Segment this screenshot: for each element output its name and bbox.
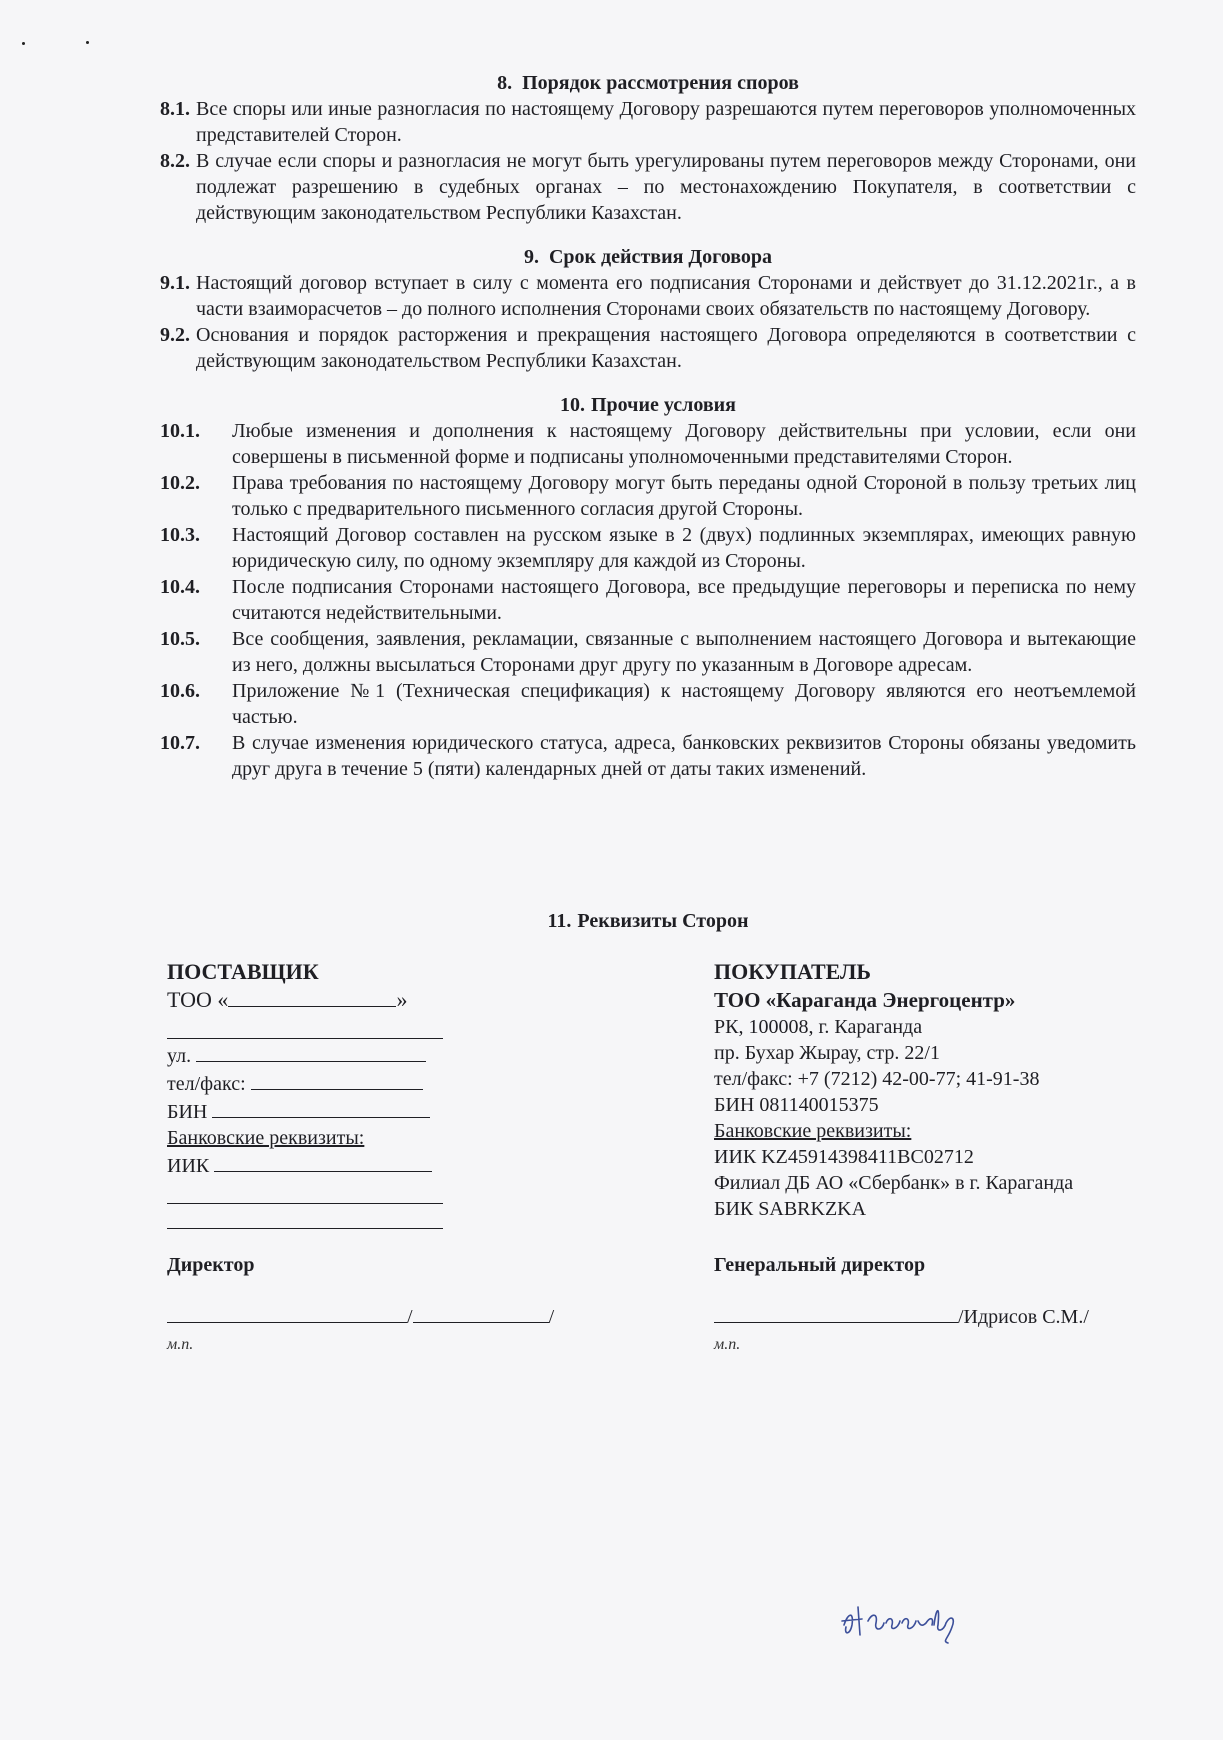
clause-10-2 [160, 470, 1136, 522]
section-10-title: 10. Прочие условия [560, 394, 736, 416]
clause-10-6 [160, 678, 1136, 730]
scan-speck [22, 42, 25, 45]
supplier-phone-field[interactable] [251, 1069, 423, 1090]
clause-number: 10.3. [160, 524, 200, 546]
supplier-phone: тел/факс: [167, 1069, 457, 1097]
supplier-bin: БИН [167, 1097, 457, 1125]
buyer-requisites [714, 958, 1154, 1222]
clause-text: Настоящий договор вступает в силу с момента его подписания Сторонами и действует до 31.12.2021г., а в части взаиморасчетов – до полного исполнения Сторонами своих обязательств по настоящему Договору. [196, 272, 1136, 320]
contract-body [160, 70, 1136, 932]
clause-number: 10.1. [160, 420, 200, 442]
clause-text: Основания и порядок расторжения и прекращения настоящего Договора определяются в соответствии с действующим законодательством Республики Казахстан. [196, 324, 1136, 372]
supplier-name-field[interactable] [413, 1302, 549, 1323]
buyer-signature-field[interactable] [714, 1302, 958, 1323]
clause-text: Все споры или иные разногласия по настоящему Договору разрешаются путем переговоров уполномоченных представителей Сторон. [196, 98, 1136, 146]
handwritten-signature [838, 1595, 968, 1645]
buyer-address-line-2: пр. Бухар Жырау, стр. 22/1 [714, 1042, 940, 1064]
supplier-company-field[interactable] [228, 986, 396, 1007]
clause-number: 10.4. [160, 576, 200, 598]
buyer-bank-label: Банковские реквизиты: [714, 1120, 912, 1142]
section-9-title: 9. Срок действия Договора [523, 246, 773, 268]
supplier-iik: ИИК [167, 1151, 457, 1179]
buyer-signer: /Идрисов С.М./ [958, 1306, 1089, 1328]
section-10-items [160, 418, 1136, 782]
clause-10-7 [160, 730, 1136, 782]
supplier-blank-line[interactable] [167, 1014, 443, 1039]
clause-number: 10.5. [160, 628, 200, 650]
section-8-items [160, 96, 1136, 226]
clause-10-5 [160, 626, 1136, 678]
buyer-heading: ПОКУПАТЕЛЬ [714, 959, 871, 984]
section-8-title: 8. Порядок рассмотрения споров [497, 72, 799, 94]
buyer-signature-line[interactable] [714, 1302, 1089, 1330]
clause-10-1 [160, 418, 1136, 470]
supplier-stamp-place: м.п. [167, 1336, 194, 1353]
clause-text: Любые изменения и дополнения к настоящему Договору действительны при условии, если они совершены в письменной форме и подписаны уполномоченными представителями Сторон. [232, 420, 1136, 468]
clause-10-3 [160, 522, 1136, 574]
clause-8-2 [160, 148, 1136, 226]
buyer-stamp-place: м.п. [714, 1336, 741, 1353]
supplier-street: ул. [167, 1041, 457, 1069]
buyer-role: Генеральный директор [714, 1254, 926, 1276]
clause-number: 10.6. [160, 680, 200, 702]
clause-text: После подписания Сторонами настоящего Договора, все предыдущие переговоры и переписка по нему считаются недействительными. [232, 576, 1136, 624]
clause-number: 8.1. [160, 98, 190, 120]
supplier-blank-line[interactable] [167, 1179, 443, 1204]
buyer-bin: БИН 081140015375 [714, 1094, 879, 1116]
supplier-signature-field[interactable] [167, 1302, 407, 1323]
scan-speck [86, 41, 89, 44]
buyer-bank-branch: Филиал ДБ АО «Сбербанк» в г. Караганда [714, 1172, 1074, 1194]
supplier-requisites [167, 958, 457, 1229]
supplier-company: ТОО « » [167, 987, 408, 1012]
clause-number: 10.7. [160, 732, 200, 754]
supplier-street-field[interactable] [196, 1041, 426, 1062]
clause-9-2 [160, 322, 1136, 374]
clause-text: Все сообщения, заявления, рекламации, связанные с выполнением настоящего Договора и вытекающие из него, должны высылаться Сторонами друг другу по указанным в Договоре адресам. [232, 628, 1136, 676]
clause-number: 10.2. [160, 472, 200, 494]
clause-text: Приложение №1 (Техническая спецификация) к настоящему Договору являются его неотъемлемой частью. [232, 680, 1136, 728]
section-9-items [160, 270, 1136, 374]
clause-number: 9.2. [160, 324, 190, 346]
clause-text: Настоящий Договор составлен на русском языке в 2 (двух) подлинных экземплярах, имеющих равную юридическую силу, по одному экземпляру для каждой из Стороны. [232, 524, 1136, 572]
clause-number: 9.1. [160, 272, 190, 294]
clause-text: В случае изменения юридического статуса, адреса, банковских реквизитов Стороны обязаны уведомить друг друга в течение 5 (пяти) календарных дней от даты таких изменений. [232, 732, 1136, 780]
supplier-heading: ПОСТАВЩИК [167, 959, 319, 984]
clause-10-4 [160, 574, 1136, 626]
supplier-iik-field[interactable] [214, 1151, 432, 1172]
buyer-address-line-1: РК, 100008, г. Караганда [714, 1016, 923, 1038]
section-11-title: 11. Реквизиты Сторон [547, 910, 749, 932]
buyer-company: ТОО «Караганда Энергоцентр» [714, 988, 1016, 1012]
clause-8-1 [160, 96, 1136, 148]
buyer-iik: ИИК KZ45914398411BC02712 [714, 1146, 974, 1168]
buyer-phone: тел/факс: +7 (7212) 42-00-77; 41-91-38 [714, 1068, 1040, 1090]
supplier-bin-field[interactable] [212, 1097, 430, 1118]
buyer-bik: БИК SABRKZKA [714, 1198, 867, 1220]
clause-number: 8.2. [160, 150, 190, 172]
supplier-bank-label: Банковские реквизиты: [167, 1127, 365, 1149]
clause-text: Права требования по настоящему Договору могут быть переданы одной Стороной в пользу третьих лиц только с предварительного письменного согласия другой Стороны. [232, 472, 1136, 520]
supplier-signature-line[interactable]: / / [167, 1302, 554, 1330]
supplier-role: Директор [167, 1254, 255, 1276]
clause-9-1 [160, 270, 1136, 322]
supplier-blank-line[interactable] [167, 1204, 443, 1229]
clause-text: В случае если споры и разногласия не могут быть урегулированы путем переговоров между Сторонами, они подлежат разрешению в судебных органах – по местонахождению Покупателя, в соответствии с действующим законодательством Республики Казахстан. [196, 150, 1136, 224]
